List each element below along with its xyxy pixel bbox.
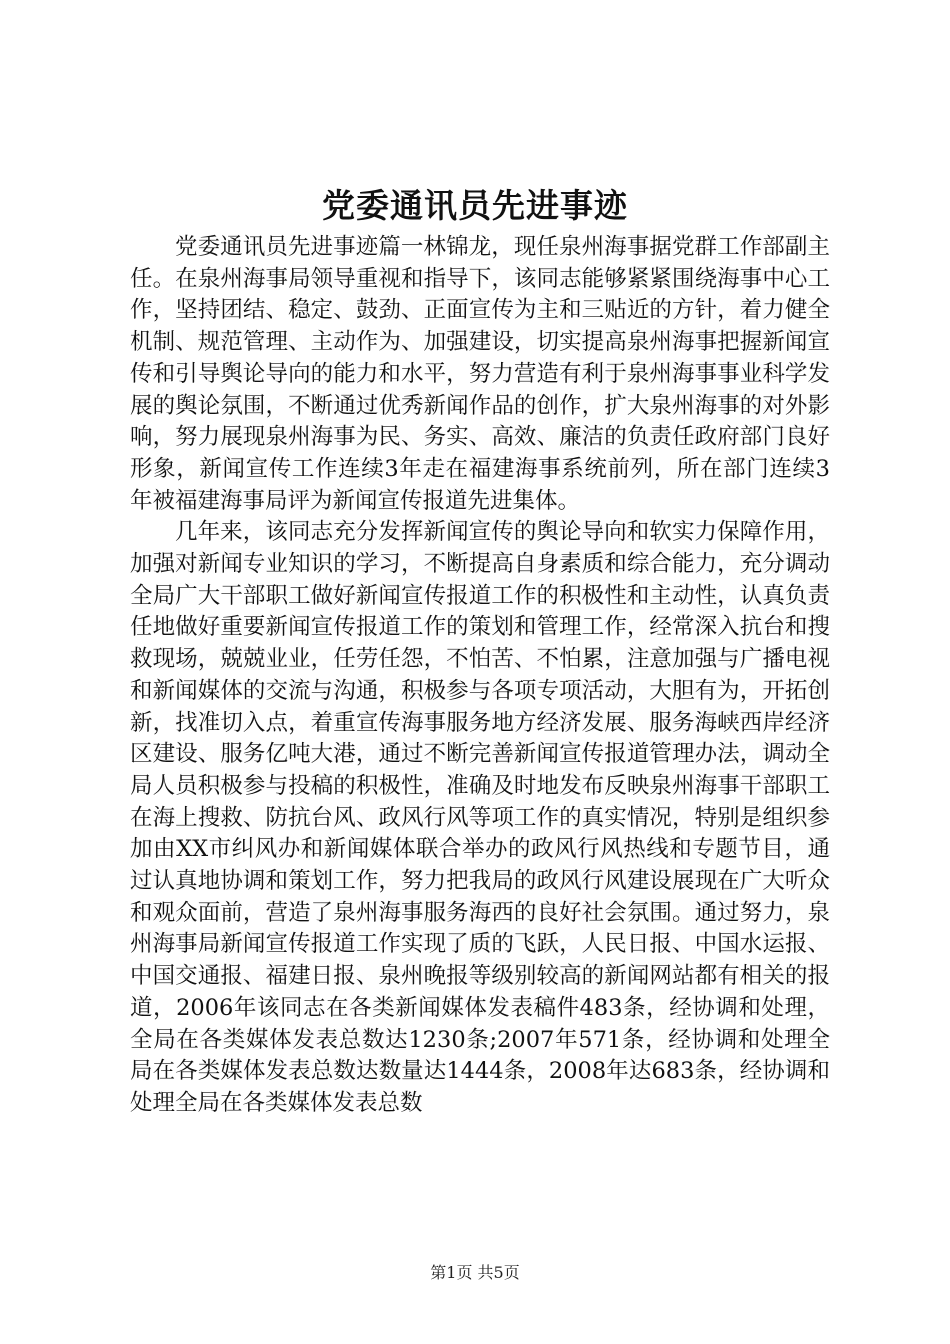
paragraph-1: 党委通讯员先进事迹篇一林锦龙，现任泉州海事据党群工作部副主任。在泉州海事局领导重视和指导下，该同志能够紧紧围绕海事中心工作，坚持团结、稳定、鼓劲、正面宣传为主和三贴近的方针，着力健全机制、规范管理、主动作为、加强建设，切实提高泉州海事把握新闻宣传和引导舆论导向的能力和水平，努力营造有利于泉州海事事业科学发展的舆论氛围，不断通过优秀新闻作品的创作，扩大泉州海事的对外影响，努力展现泉州海事为民、务实、高效、廉洁的负责任政府部门良好形象，新闻宣传工作连续3年走在福建海事系统前列，所在部门连续3年被福建海事局评为新闻宣传报道先进集体。 [130,234,830,514]
page-number-footer: 第1页 共5页 [430,1263,520,1282]
document-body [130,232,830,1120]
document-title: 党委通讯员先进事迹 [322,186,628,225]
paragraph-2: 几年来，该同志充分发挥新闻宣传的舆论导向和软实力保障作用，加强对新闻专业知识的学习，不断提高自身素质和综合能力，充分调动全局广大干部职工做好新闻宣传报道工作的积极性和主动性，认真负责任地做好重要新闻宣传报道工作的策划和管理工作，经常深入抗台和搜救现场，兢兢业业，任劳任怨，不怕苦、不怕累，注意加强与广播电视和新闻媒体的交流与沟通，积极参与各项专项活动，大胆有为，开拓创新，找准切入点，着重宣传海事服务地方经济发展、服务海峡西岸经济区建设、服务亿吨大港，通过不断完善新闻宣传报道管理办法，调动全局人员积极参与投稿的积极性，准确及时地发布反映泉州海事干部职工在海上搜救、防抗台风、政风行风等项工作的真实情况，特别是组织参加由XX市纠风办和新闻媒体联合举办的政风行风热线和专题节目，通过认真地协调和策划工作，努力把我局的政风行风建设展现在广大听众和观众面前，营造了泉州海事服务海西的良好社会氛围。通过努力，泉州海事局新闻宣传报道工作实现了质的飞跃，人民日报、中国水运报、中国交通报、福建日报、泉州晚报等级别较高的新闻网站都有相关的报道，2006年该同志在各类新闻媒体发表稿件483条，经协调和处理，全局在各类媒体发表总数达1230条;2007年571条，经协调和处理全局在各类媒体发表总数达数量达1444条，2008年达683条，经协调和处理全局在各类媒体发表总数 [130,519,830,1116]
